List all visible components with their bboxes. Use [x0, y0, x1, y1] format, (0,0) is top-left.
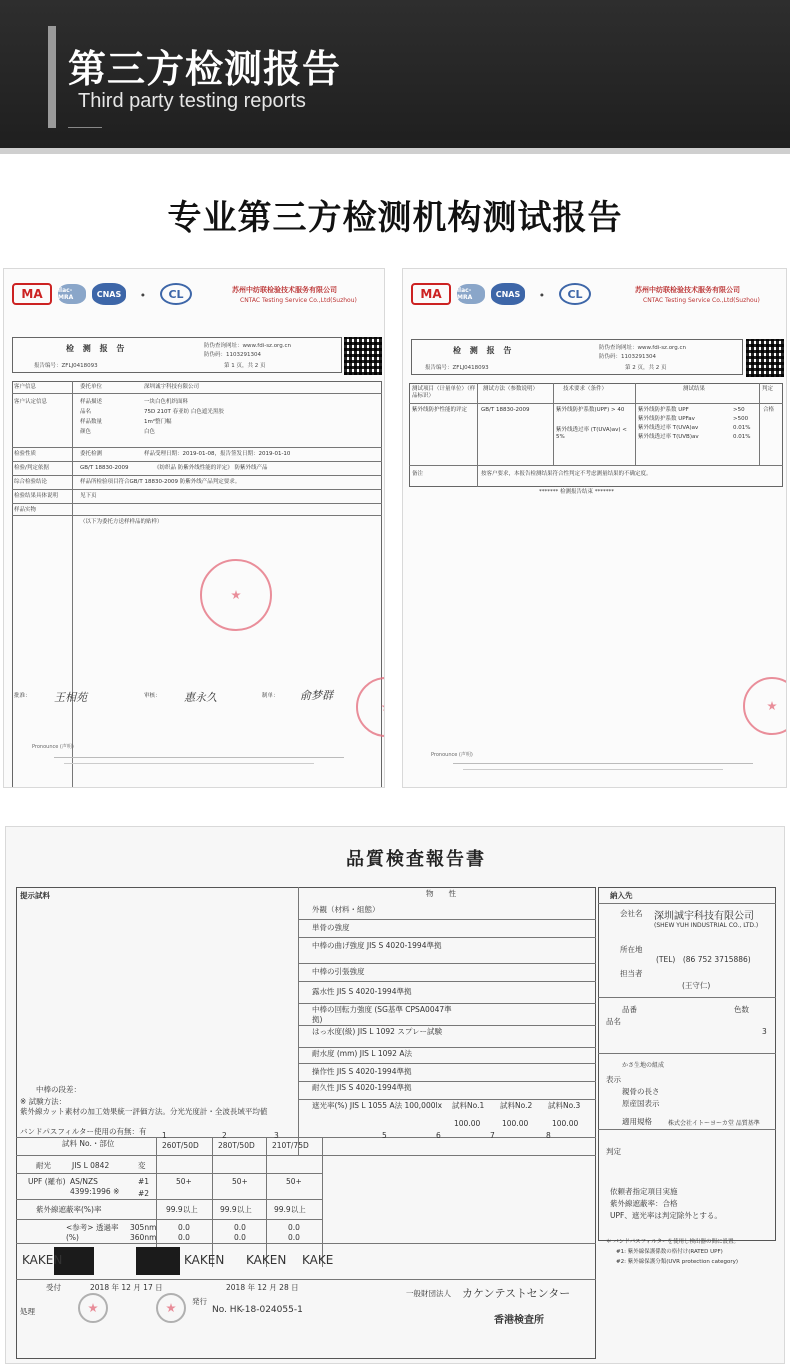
- test-col: 280T/50D: [218, 1141, 255, 1150]
- color-col: 色数: [734, 1005, 749, 1014]
- ma-logo: MA: [411, 283, 451, 305]
- sample-brand: KAKEN: [184, 1253, 225, 1267]
- sign-label: 审核：: [144, 693, 161, 699]
- test-item: 紫外线防护性能的评定: [412, 407, 468, 413]
- company-label: 会社名: [620, 909, 643, 918]
- company-name-en: CNTAC Testing Service Co.,Ltd(Suzhou): [643, 297, 760, 304]
- person-label: 担当者: [620, 969, 643, 978]
- uv-rate-value: 99.9以上: [220, 1205, 252, 1214]
- ilac-logo: ilac-MRA: [457, 284, 485, 304]
- certification-logos: [12, 283, 192, 305]
- judge-label: 判定: [606, 1147, 621, 1156]
- result-key: 紫外线防护系数 UPFav: [638, 416, 695, 422]
- company-name-en: CNTAC Testing Service Co.,Ltd(Suzhou): [240, 297, 357, 304]
- report-title: 品質検査報告書: [346, 849, 486, 870]
- property-label: 単骨の強度: [312, 923, 350, 932]
- col-number: 5: [382, 1131, 387, 1140]
- verify-code: 防伪码：1103291304: [204, 352, 262, 358]
- fastness-std: JIS L 0842: [72, 1161, 110, 1170]
- uv-rate-label: 紫外線遮蔽率(%)率: [36, 1205, 102, 1214]
- row-value: 深圳诚宇科技有限公司: [144, 384, 200, 390]
- col-number: 2: [222, 1131, 227, 1140]
- ref-value: 0.0: [288, 1233, 300, 1242]
- signature: 俞梦群: [300, 689, 333, 702]
- result-value: 0.01%: [733, 434, 751, 440]
- company-name: 苏州中纺联检验技术服务有限公司: [635, 286, 740, 294]
- col-number: 7: [490, 1131, 495, 1140]
- request-note: 依頼者指定項目実施: [610, 1187, 678, 1196]
- company-name: 深圳誠宇科技有限公司: [654, 911, 754, 922]
- row-label: 综合检验结论: [14, 479, 48, 485]
- report-page-1: [3, 268, 385, 788]
- property-label: はっ水度(級) JIS L 1092 スプレー試験: [312, 1027, 443, 1036]
- qr-code: [746, 339, 784, 377]
- address-label: 所在地: [620, 945, 643, 954]
- row-value: 样品受理日期：2019-01-08，报告签发日期：2019-01-10: [144, 451, 291, 457]
- cl-logo: CL: [160, 283, 192, 305]
- product-label: 品名: [606, 1017, 621, 1026]
- row-value: （以下为委托方送样样品的贴样）: [80, 519, 163, 525]
- row-value: 1m²整门幅: [144, 419, 172, 425]
- uv-rate-value: 99.9以上: [274, 1205, 306, 1214]
- display-label: 表示: [606, 1075, 621, 1084]
- report-title: 检 测 报 告: [453, 346, 515, 355]
- row-key: 颜色: [80, 429, 92, 435]
- footnote: #2: 紫外線保護分類(UVR protection category): [616, 1259, 739, 1265]
- ref-value: 0.0: [288, 1223, 300, 1232]
- row-value: 《纺织品 防紫外线性能的评定》 防紫外线产品: [154, 465, 268, 471]
- trial-value: 100.00: [454, 1119, 481, 1128]
- test-col: 260T/50D: [162, 1141, 199, 1150]
- sign-label: 批准：: [14, 693, 31, 699]
- sign-label: 制单：: [262, 693, 279, 699]
- result-value: >50: [733, 407, 745, 413]
- header-banner: [0, 0, 790, 148]
- row-label: 检验结果具体说明: [14, 493, 59, 499]
- col-number: 8: [546, 1131, 551, 1140]
- applied-standard: 株式会社イトーヨーカ堂 品質基準: [668, 1120, 760, 1127]
- row-key: 样品描述: [80, 399, 103, 405]
- col-header: 测试方法（参数说明）: [483, 386, 539, 392]
- signature: 惠永久: [184, 691, 217, 704]
- row-label: 样品实物: [14, 507, 37, 513]
- cl-logo: CL: [559, 283, 591, 305]
- page-number: 第 1 页，共 2 页: [224, 363, 266, 369]
- row-label: 客户信息: [14, 384, 37, 390]
- upf-value: 50+: [176, 1177, 192, 1186]
- page-number: 第 2 页，共 2 页: [625, 365, 667, 371]
- property-label: 遮光率(%) JIS L 1055 A法 100,000lx: [312, 1101, 443, 1110]
- col-header: 判定: [762, 386, 774, 392]
- request-note: UPF、遮光率は判定除外とする。: [610, 1211, 722, 1220]
- footnote: ＊ バンドパスフィルターを使用し検出器の間に設置。: [606, 1239, 739, 1245]
- trial-label: 試料No.2: [500, 1101, 533, 1110]
- handling-label: 処理: [20, 1307, 35, 1316]
- ref-row: 305nm: [130, 1223, 157, 1232]
- row-value: 75D 210T 春亚纺 白色遮光黑胶: [144, 409, 224, 415]
- report-no: 报告编号：ZFLJ0418093: [34, 363, 98, 369]
- official-seal-stamp: [743, 677, 787, 735]
- middle-note: 紫外線カット素材の加工効果統一評価方法。分光光度計・全波長域平均値: [20, 1107, 268, 1116]
- color-count: 3: [762, 1027, 767, 1036]
- receipt-stamp: [78, 1293, 108, 1323]
- result-key: 紫外线透过率 T(UVA)av: [638, 425, 699, 431]
- section-heading: 专业第三方检测机构测试报告: [167, 198, 623, 238]
- product-col: 品番: [622, 1005, 637, 1014]
- issue-label: 発行: [192, 1297, 207, 1306]
- footnote: #1: 紫外線保護係数の格付け(RATED UPF): [616, 1249, 723, 1255]
- qr-code: [344, 337, 382, 375]
- verdict: 合格: [763, 407, 775, 413]
- accent-bar: [48, 26, 56, 128]
- report-table: [12, 381, 382, 788]
- row-key: 样品数量: [80, 419, 103, 425]
- ref-value: 0.0: [178, 1223, 190, 1232]
- trial-label: 試料No.3: [548, 1101, 581, 1110]
- ref-value: 0.0: [178, 1233, 190, 1242]
- redacted-swatch: [136, 1247, 180, 1275]
- ref-value: 0.0: [234, 1223, 246, 1232]
- row-value: 样品所检验项目符合GB/T 18830-2009 防紫外线产品判定要求。: [80, 479, 241, 485]
- row-value: 见下页: [80, 493, 97, 499]
- sample-label: 提示試料: [20, 891, 50, 900]
- upf-value: 50+: [286, 1177, 302, 1186]
- issuer-org: カケンテストセンター: [462, 1287, 571, 1300]
- company-name: 苏州中纺联检验技术服务有限公司: [232, 286, 337, 294]
- upf-row: #2: [138, 1189, 150, 1198]
- issuer-prefix: 一般財団法人: [406, 1289, 451, 1298]
- verify-url: 防伪查询网址：www.fdi-sz.org.cn: [599, 345, 686, 351]
- row-label: 检验/判定依据: [14, 465, 49, 471]
- certification-logos: [411, 283, 591, 305]
- row-key: GB/T 18830-2009: [80, 465, 129, 471]
- report-end: ******* 检测报告结束 *******: [539, 489, 614, 495]
- person: (王守仁): [682, 981, 711, 990]
- row-label: 客户认定信息: [14, 399, 48, 405]
- applied-label: 適用規格: [622, 1117, 652, 1126]
- property-label: 外観（材料・組態）: [312, 905, 380, 914]
- signature: 王相苑: [54, 691, 87, 704]
- result-key: 紫外线防护系数 UPF: [638, 407, 689, 413]
- banner-subtitle: Third party testing reports: [78, 90, 306, 112]
- pronounce-label: Pronounce (声明): [32, 744, 74, 750]
- note-text: 按客户要求，本报告检测结果符合性判定不考虑测量结果的不确定度。: [481, 471, 652, 477]
- upf-value: 50+: [232, 1177, 248, 1186]
- property-label: 耐久性 JIS S 4020-1994準拠: [312, 1083, 412, 1092]
- pronounce-label: Pronounce (声明): [431, 752, 473, 758]
- receive-label: 受付: [46, 1283, 61, 1292]
- test-requirement: 紫外线透过率 (T(UVA)av) < 5%: [556, 427, 627, 440]
- result-value: 0.01%: [733, 425, 751, 431]
- result-key: 紫外线透过率 T(UVB)av: [638, 434, 699, 440]
- property-label: 中棒の引張強度: [312, 967, 365, 976]
- divider-band: [0, 148, 790, 154]
- accreditation-seal-icon: ●: [141, 291, 145, 297]
- accreditation-seal-icon: ●: [540, 291, 544, 297]
- upf-row: #1: [138, 1177, 150, 1186]
- test-requirement: 紫外线防护系数(UPF) > 40: [556, 407, 625, 413]
- cnas-logo: CNAS: [92, 283, 126, 305]
- issuer-branch: 香港検査所: [494, 1315, 544, 1326]
- official-seal-stamp: [200, 559, 272, 631]
- cnas-logo: CNAS: [491, 283, 525, 305]
- row-label: 检验性质: [14, 451, 37, 457]
- request-note: 紫外線遮蔽率：合格: [610, 1199, 678, 1208]
- receipt-stamp: [156, 1293, 186, 1323]
- fastness-label: 耐光: [36, 1161, 51, 1170]
- upf-std: AS/NZS 4399:1996 ※: [70, 1177, 120, 1196]
- sample-brand: KAKEN: [246, 1253, 287, 1267]
- ma-logo: MA: [12, 283, 52, 305]
- col-number: 6: [436, 1131, 441, 1140]
- ref-value: 0.0: [234, 1233, 246, 1242]
- col-header: 技术要求（条件）: [563, 386, 608, 392]
- verify-code: 防伪码：1103291304: [599, 354, 657, 360]
- row-value: 白色: [144, 429, 156, 435]
- ref-row: 360nm: [130, 1233, 157, 1242]
- client-header: 納入先: [610, 891, 633, 900]
- banner-title: 第三方检测报告: [68, 47, 342, 91]
- fastness-grade: 変: [138, 1161, 146, 1170]
- col-number: 1: [162, 1131, 167, 1140]
- middle-note: バンドパスフィルター使用の有無：有: [20, 1127, 147, 1136]
- property-label: 操作性 JIS S 4020-1994準拠: [312, 1067, 412, 1076]
- col-number: 3: [274, 1131, 279, 1140]
- row-value: 一块白色机织面料: [144, 399, 189, 405]
- row-key: 委托检测: [80, 451, 103, 457]
- verify-url: 防伪查询网址：www.fdi-sz.org.cn: [204, 343, 291, 349]
- property-header: 物 性: [426, 889, 456, 898]
- uv-rate-value: 99.9以上: [166, 1205, 198, 1214]
- note-label: 备注: [412, 471, 424, 477]
- sample-brand: KAKEN: [22, 1253, 63, 1267]
- company-name-en: (SHEW YUH INDUSTRIAL CO., LTD.): [654, 922, 759, 929]
- ilac-logo: ilac-MRA: [58, 284, 86, 304]
- test-method: GB/T 18830-2009: [481, 407, 530, 413]
- trial-value: 100.00: [552, 1119, 579, 1128]
- middle-note: 中棒の段差：: [36, 1085, 81, 1094]
- issue-no: No. HK-18-024055-1: [212, 1305, 303, 1315]
- display-row: かさ生地の組成: [622, 1062, 665, 1069]
- tel: (TEL) (86 752 3715886): [656, 955, 751, 964]
- property-label: 耐水度 (mm) JIS L 1092 A法: [312, 1049, 412, 1058]
- property-label: 中棒の曲げ強度 JIS S 4020-1994準拠: [312, 941, 442, 950]
- trial-label: 試料No.1: [452, 1101, 485, 1110]
- report-title: 检 测 报 告: [66, 344, 128, 353]
- col-header: 测试项目（计量单位）（样品标识）: [412, 386, 476, 399]
- issue-date: 2018 年 12 月 28 日: [226, 1283, 299, 1292]
- report-page-2: [402, 268, 787, 788]
- display-row: 親骨の長さ: [622, 1087, 660, 1096]
- display-row: 原産国表示: [622, 1099, 660, 1108]
- divider: [68, 127, 102, 128]
- row-key: 品名: [80, 409, 92, 415]
- test-no-label: 試料 No.・部位: [62, 1139, 115, 1148]
- property-label: 露水性 JIS S 4020-1994準拠: [312, 987, 412, 996]
- col-header: 测试结果: [683, 386, 706, 392]
- result-value: >500: [733, 416, 749, 422]
- row-key: 委托单位: [80, 384, 103, 390]
- ref-label: <参考> 透過率(%): [66, 1223, 119, 1242]
- sample-brand: KAKE: [302, 1253, 334, 1267]
- jp-quality-report: [5, 826, 785, 1364]
- trial-value: 100.00: [502, 1119, 529, 1128]
- test-col: 210T/75D: [272, 1141, 309, 1150]
- property-label: 中棒の回転力強度 (SG基準 CPSA0047準拠): [312, 1005, 452, 1024]
- receive-date: 2018 年 12 月 17 日: [90, 1283, 163, 1292]
- report-no: 报告编号：ZFLJ0418093: [425, 365, 489, 371]
- upf-label: UPF (羅布): [28, 1177, 66, 1186]
- middle-note: ※ 試験方法：: [20, 1097, 67, 1106]
